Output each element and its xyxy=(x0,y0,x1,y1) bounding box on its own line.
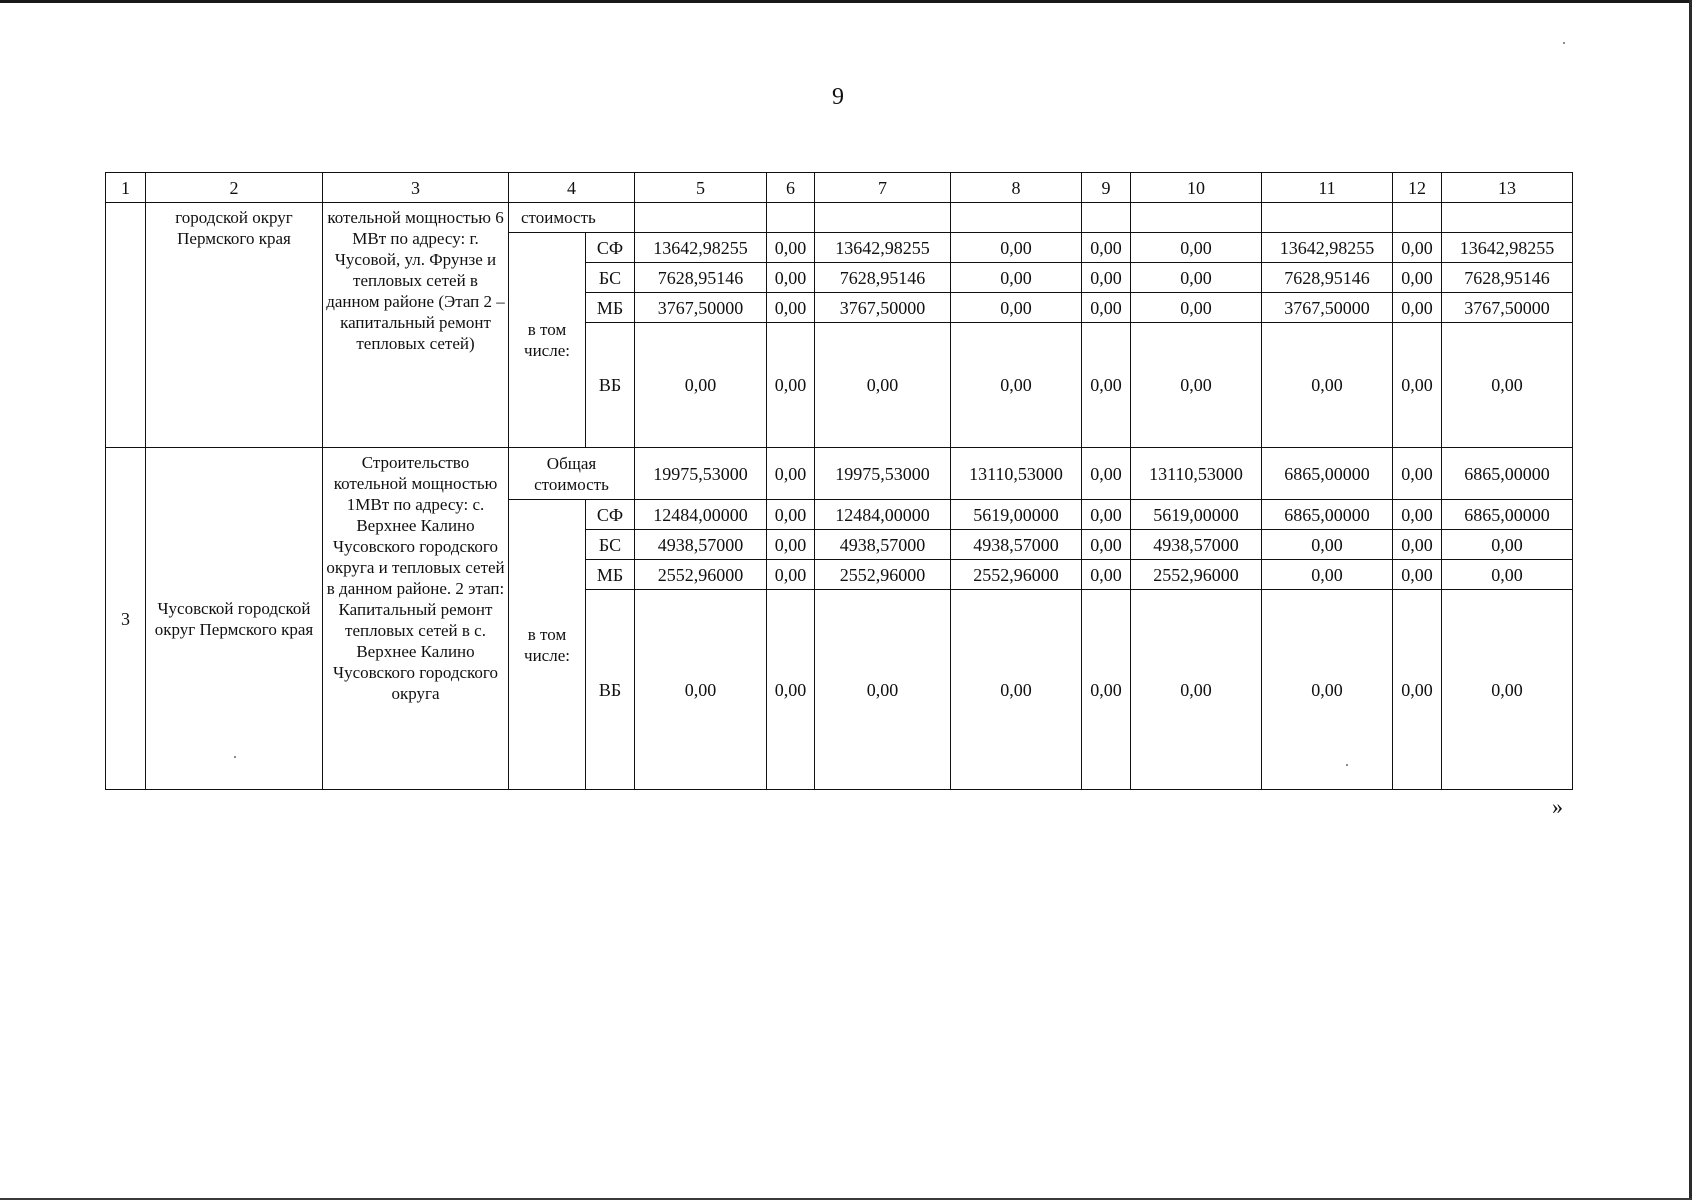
value-cell: 0,00 xyxy=(815,323,951,448)
row-index-cell: 3 xyxy=(106,448,146,790)
header-col-9: 9 xyxy=(1082,173,1131,203)
scan-edge-top xyxy=(0,0,1692,3)
scan-speck xyxy=(234,756,236,758)
scan-speck xyxy=(1346,764,1348,766)
value-cell: 0,00 xyxy=(1082,500,1131,530)
value-cell: 13642,98255 xyxy=(1262,233,1393,263)
value-cell: 19975,53000 xyxy=(815,448,951,500)
header-col-10: 10 xyxy=(1131,173,1262,203)
value-cell: 0,00 xyxy=(1393,530,1442,560)
value-cell: 7628,95146 xyxy=(815,263,951,293)
value-cell: 0,00 xyxy=(951,293,1082,323)
header-col-1: 1 xyxy=(106,173,146,203)
value-cell: 0,00 xyxy=(1131,263,1262,293)
value-cell: 0,00 xyxy=(1393,448,1442,500)
header-row xyxy=(106,173,1573,203)
header-col-3: 3 xyxy=(323,173,509,203)
value-cell: 6865,00000 xyxy=(1442,500,1573,530)
value-cell: 0,00 xyxy=(1393,323,1442,448)
value-cell: 13642,98255 xyxy=(1442,233,1573,263)
value-cell: 3767,50000 xyxy=(1262,293,1393,323)
value-cell: 0,00 xyxy=(767,590,815,790)
value-cell: 0,00 xyxy=(767,293,815,323)
value-cell: 13642,98255 xyxy=(635,233,767,263)
value-cell: 0,00 xyxy=(1442,560,1573,590)
value-cell: 0,00 xyxy=(951,233,1082,263)
value-cell: 0,00 xyxy=(1442,590,1573,790)
value-cell: 0,00 xyxy=(1082,263,1131,293)
funding-source: БС xyxy=(586,263,635,293)
header-col-8: 8 xyxy=(951,173,1082,203)
value-cell: 0,00 xyxy=(1393,560,1442,590)
value-cell: 0,00 xyxy=(1262,530,1393,560)
value-cell: 0,00 xyxy=(1393,263,1442,293)
value-cell: 6865,00000 xyxy=(1262,448,1393,500)
value-cell: 13110,53000 xyxy=(1131,448,1262,500)
value-cell: 12484,00000 xyxy=(815,500,951,530)
value-cell: 2552,96000 xyxy=(1131,560,1262,590)
region-cell: Чусовской городской округ Пермского края xyxy=(146,448,323,790)
funding-source: ВБ xyxy=(586,323,635,448)
value-cell: 0,00 xyxy=(1131,293,1262,323)
table-row xyxy=(106,203,1573,233)
value-cell: 13642,98255 xyxy=(815,233,951,263)
value-cell: 0,00 xyxy=(1393,590,1442,790)
funding-source: СФ xyxy=(586,500,635,530)
value-cell: 0,00 xyxy=(951,323,1082,448)
header-col-7: 7 xyxy=(815,173,951,203)
value-cell: 0,00 xyxy=(1082,530,1131,560)
value-cell: 2552,96000 xyxy=(635,560,767,590)
value-cell: 0,00 xyxy=(767,323,815,448)
object-cell: котельной мощностью 6 МВт по адресу: г. Чусовой, ул. Фрунзе и тепловых сетей в данном районе (Этап 2 – капитальный ремонт тепловых сетей) xyxy=(323,203,509,448)
value-cell xyxy=(951,203,1082,233)
budget-table xyxy=(105,172,1573,790)
value-cell: 0,00 xyxy=(635,590,767,790)
value-cell: 0,00 xyxy=(767,448,815,500)
header-col-13: 13 xyxy=(1442,173,1573,203)
value-cell: 6865,00000 xyxy=(1442,448,1573,500)
value-cell: 3767,50000 xyxy=(815,293,951,323)
value-cell: 4938,57000 xyxy=(635,530,767,560)
value-cell: 0,00 xyxy=(1082,590,1131,790)
value-cell: 0,00 xyxy=(1393,233,1442,263)
value-cell: 0,00 xyxy=(635,323,767,448)
page-number: 9 xyxy=(832,84,844,110)
value-cell: 0,00 xyxy=(951,263,1082,293)
value-cell: 0,00 xyxy=(815,590,951,790)
header-col-6: 6 xyxy=(767,173,815,203)
funding-source: МБ xyxy=(586,560,635,590)
value-cell xyxy=(635,203,767,233)
value-cell: 0,00 xyxy=(1442,530,1573,560)
value-cell xyxy=(815,203,951,233)
value-cell: 0,00 xyxy=(1082,293,1131,323)
value-cell: 0,00 xyxy=(1131,590,1262,790)
header-col-5: 5 xyxy=(635,173,767,203)
value-cell: 0,00 xyxy=(1262,323,1393,448)
value-cell: 0,00 xyxy=(1262,590,1393,790)
value-cell: 0,00 xyxy=(1082,233,1131,263)
value-cell: 0,00 xyxy=(1262,560,1393,590)
value-cell: 2552,96000 xyxy=(815,560,951,590)
including-label: в том числе: xyxy=(509,500,586,790)
value-cell: 0,00 xyxy=(951,590,1082,790)
funding-source: СФ xyxy=(586,233,635,263)
funding-source: ВБ xyxy=(586,590,635,790)
value-cell: 5619,00000 xyxy=(1131,500,1262,530)
value-cell xyxy=(1393,203,1442,233)
value-cell xyxy=(1262,203,1393,233)
value-cell: 7628,95146 xyxy=(635,263,767,293)
table-row xyxy=(106,448,1573,500)
value-cell: 0,00 xyxy=(767,233,815,263)
value-cell xyxy=(767,203,815,233)
value-cell: 4938,57000 xyxy=(815,530,951,560)
region-cell: городской округ Пермского края xyxy=(146,203,323,448)
value-cell: 0,00 xyxy=(767,263,815,293)
value-cell: 0,00 xyxy=(1131,323,1262,448)
value-cell xyxy=(1131,203,1262,233)
value-cell: 0,00 xyxy=(767,560,815,590)
header-col-4: 4 xyxy=(509,173,635,203)
value-cell: 12484,00000 xyxy=(635,500,767,530)
value-cell: 0,00 xyxy=(1082,323,1131,448)
value-cell xyxy=(1442,203,1573,233)
value-cell: 0,00 xyxy=(767,530,815,560)
value-cell: 5619,00000 xyxy=(951,500,1082,530)
value-cell: 0,00 xyxy=(1131,233,1262,263)
including-label: в том числе: xyxy=(509,233,586,448)
value-cell: 2552,96000 xyxy=(951,560,1082,590)
value-cell: 7628,95146 xyxy=(1442,263,1573,293)
funding-source: МБ xyxy=(586,293,635,323)
value-cell: 0,00 xyxy=(1082,448,1131,500)
scan-speck xyxy=(1563,42,1565,44)
value-cell: 0,00 xyxy=(1393,500,1442,530)
header-col-11: 11 xyxy=(1262,173,1393,203)
value-cell: 3767,50000 xyxy=(1442,293,1573,323)
object-cell: Строительство котельной мощностью 1МВт по адресу: с. Верхнее Калино Чусовского городского округа и тепловых сетей в данном районе. 2 этап: Капитальный ремонт тепловых сетей в с. Верхнее Калино Чусовского городского округа xyxy=(323,448,509,790)
header-col-2: 2 xyxy=(146,173,323,203)
value-cell: 4938,57000 xyxy=(951,530,1082,560)
total-cost-label: стоимость xyxy=(509,203,635,233)
value-cell: 0,00 xyxy=(1393,293,1442,323)
value-cell: 0,00 xyxy=(1442,323,1573,448)
value-cell: 3767,50000 xyxy=(635,293,767,323)
value-cell: 7628,95146 xyxy=(1262,263,1393,293)
header-col-12: 12 xyxy=(1393,173,1442,203)
row-index-cell xyxy=(106,203,146,448)
value-cell: 0,00 xyxy=(767,500,815,530)
total-cost-label: Общая стоимость xyxy=(509,448,635,500)
value-cell: 0,00 xyxy=(1082,560,1131,590)
value-cell: 13110,53000 xyxy=(951,448,1082,500)
value-cell xyxy=(1082,203,1131,233)
value-cell: 19975,53000 xyxy=(635,448,767,500)
closing-quote-mark: » xyxy=(1552,794,1563,819)
value-cell: 4938,57000 xyxy=(1131,530,1262,560)
value-cell: 6865,00000 xyxy=(1262,500,1393,530)
funding-source: БС xyxy=(586,530,635,560)
